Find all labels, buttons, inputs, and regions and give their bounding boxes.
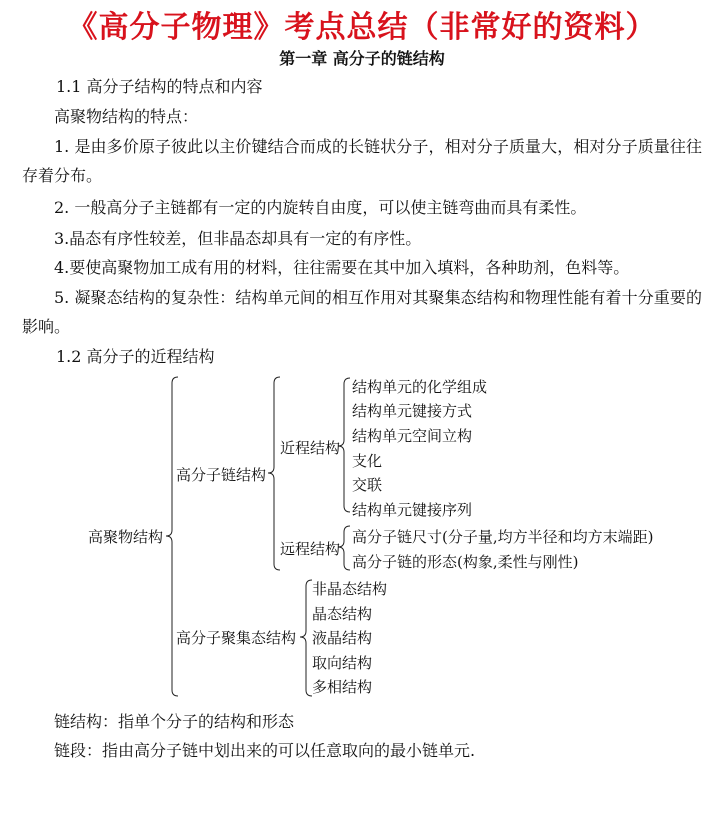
aggregate-item: 晶态结构 [312,605,373,623]
chain-brace [268,377,280,570]
document-title: 《高分子物理》考点总结（非常好的资料） [67,10,657,45]
near-item: 结构单元空间立构 [352,427,473,445]
definition-chain-structure: 链结构：指单个分子的结构和形态 [54,712,295,731]
point-4: 4.要使高聚物加工成有用的材料，往往需要在其中加入填料，各种助剂，色料等。 [54,258,630,277]
tree-root: 高聚物结构 [88,528,164,546]
definition-chain-segment: 链段：指由高分子链中划出来的可以任意取向的最小链单元. [54,741,476,760]
point-2: 2. 一般高分子主链都有一定的内旋转自由度，可以使主链弯曲而具有柔性。 [54,198,587,217]
aggregate-item: 取向结构 [312,654,373,672]
near-item: 结构单元键接序列 [352,501,473,519]
near-item: 结构单元键接方式 [352,402,473,420]
far-item: 高分子链尺寸(分子量,均方半径和均方末端距) [352,528,654,546]
point-1: 1. 是由多价原子彼此以主价键结合而成的长链状分子，相对分子质量大，相对分子质量往往存着分布。 [22,137,702,185]
near-item: 支化 [352,452,383,470]
tree-near-structure: 近程结构 [280,439,341,457]
far-item: 高分子链的形态(构象,柔性与刚性) [352,553,579,571]
aggregate-item: 非晶态结构 [312,580,388,598]
aggregate-item: 多相结构 [312,678,373,696]
near-item: 结构单元的化学组成 [352,378,488,396]
chapter-heading: 第一章 高分子的链结构 [279,49,445,68]
tree-aggregate-structure: 高分子聚集态结构 [176,629,297,647]
point-3: 3.晶态有序性较差，但非晶态却具有一定的有序性。 [54,229,422,248]
tree-far-structure: 远程结构 [280,540,341,558]
root-brace [166,377,178,696]
section-1-2-heading: 1.2 高分子的近程结构 [56,347,215,366]
aggregate-brace [300,580,312,696]
near-item: 交联 [352,476,383,494]
aggregate-item: 液晶结构 [312,629,373,647]
section-1-1-heading: 1.1 高分子结构的特点和内容 [56,77,263,96]
features-heading: 高聚物结构的特点： [54,107,199,126]
tree-chain-structure: 高分子链结构 [176,466,267,484]
point-5: 5. 凝聚态结构的复杂性：结构单元间的相互作用对其聚集态结构和物理性能有着十分重要的影响。 [22,288,702,336]
